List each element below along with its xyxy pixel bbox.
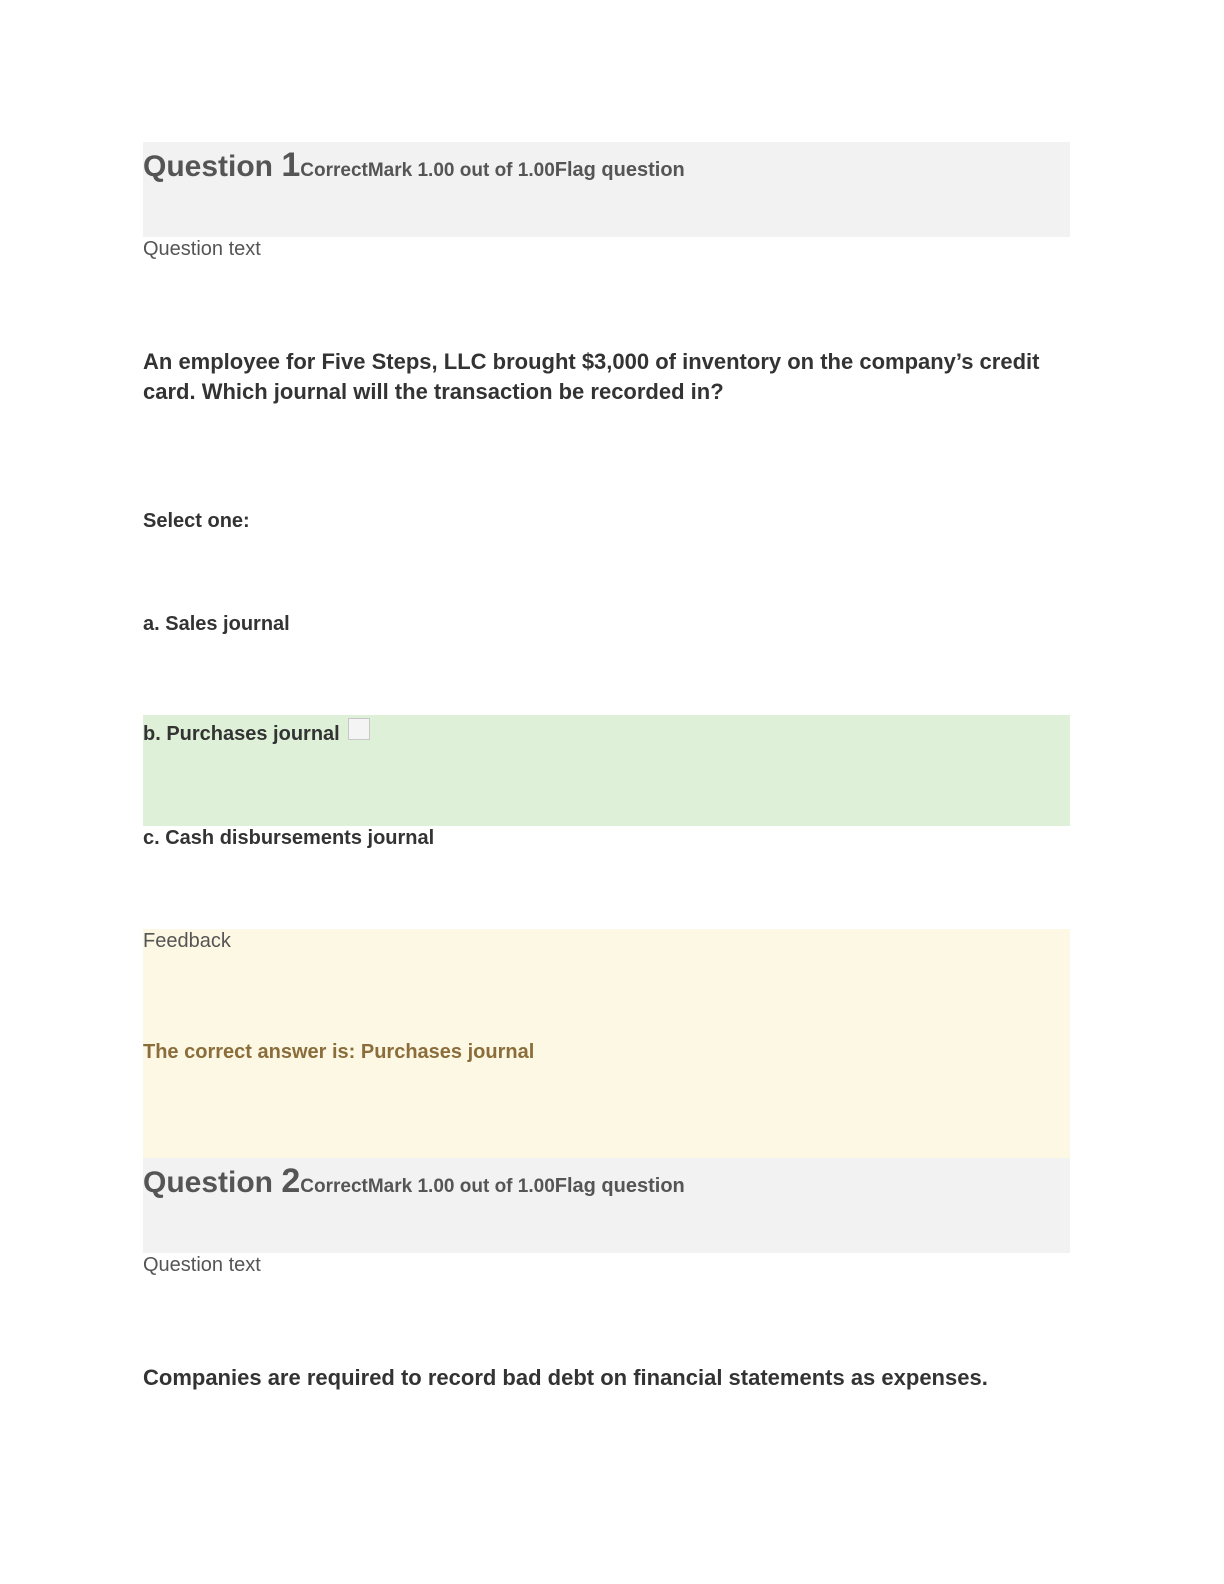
option-a[interactable]: a. Sales journal (143, 613, 290, 635)
question-1-title: Question 1 (143, 146, 301, 184)
feedback-label: Feedback (143, 930, 231, 952)
question-2-prompt: Companies are required to record bad debt on financial statements as expenses. (143, 1365, 988, 1390)
question-1-flag-link[interactable]: Flag question (554, 159, 685, 181)
question-1-feedback (143, 929, 1070, 1158)
question-1-status: Correct (300, 160, 368, 181)
question-1-number: 1 (281, 146, 301, 184)
question-2-number: 2 (281, 1162, 301, 1200)
question-2-flag-link[interactable]: Flag question (554, 1175, 685, 1197)
option-b (143, 723, 370, 746)
question-2-status: Correct (300, 1176, 368, 1197)
question-2-header (143, 1158, 1070, 1253)
question-2-title: Question 2 (143, 1162, 301, 1200)
question-1-info (143, 146, 685, 185)
correct-check-icon (348, 718, 370, 740)
option-b-correct[interactable] (143, 715, 1070, 826)
question-1-text-label: Question text (143, 238, 261, 260)
option-c[interactable]: c. Cash disbursements journal (143, 827, 435, 849)
correct-answer-text: The correct answer is: Purchases journal (143, 1041, 535, 1063)
question-1-mark: Mark 1.00 out of 1.00 (367, 160, 555, 181)
question-2-text-label: Question text (143, 1254, 261, 1276)
question-2-mark: Mark 1.00 out of 1.00 (367, 1176, 555, 1197)
question-2-info (143, 1162, 685, 1201)
question-1-select-label: Select one: (143, 510, 250, 532)
question-1-prompt: An employee for Five Steps, LLC brought $3,000 of inventory on the company’s credit card. Which journal will the transaction be recorded in? (143, 349, 1040, 404)
question-1-header (143, 142, 1070, 237)
option-b-label: b. Purchases journal (143, 723, 340, 745)
